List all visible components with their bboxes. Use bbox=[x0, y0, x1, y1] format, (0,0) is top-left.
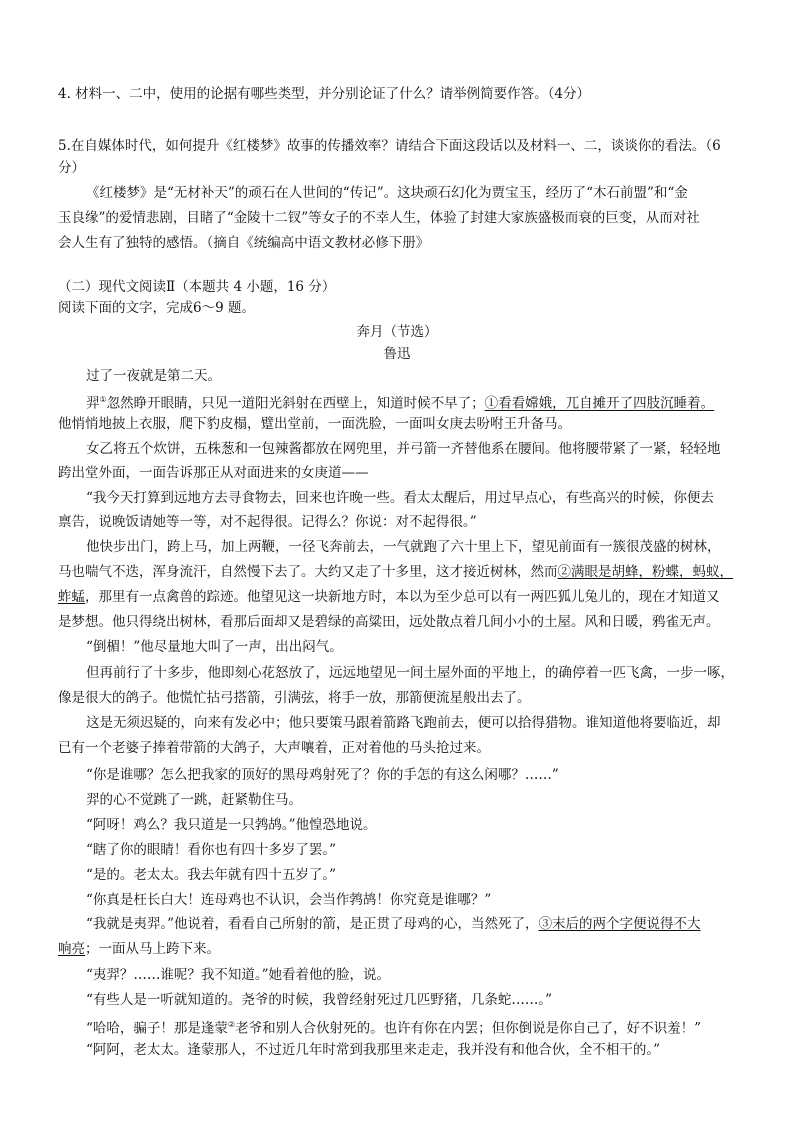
story-paragraph: 但再前行了十多步，他即刻心花怒放了，远远地望见一间土屋外面的平地上，的确停着一匹飞禽，一步一啄， bbox=[86, 665, 734, 681]
story-paragraph-cont: 他悄悄地披上衣服，爬下豹皮榻，躄出堂前，一面洗脸，一面叫女庚去吩咐王升备马。 bbox=[58, 416, 571, 432]
dialogue-line: “阿呀！鸡么？我只道是一只鹁鸪。”他惶恐地说。 bbox=[86, 817, 377, 833]
underlined-sentence-3: ③末后的两个字便说得不大 bbox=[538, 916, 701, 932]
dialogue-line: “瞎了你的眼睛！看你也有四十多岁了罢。” bbox=[86, 842, 337, 858]
section-instruction: 阅读下面的文字，完成6～9 题。 bbox=[58, 300, 255, 316]
dialogue-line: “你是谁哪？怎么把我家的顶好的黑母鸡射死了？你的手怎的有这么闲哪？……” bbox=[86, 767, 559, 783]
story-paragraph: 他快步出门，跨上马，加上两鞭，一径飞奔前去，一气就跑了六十里上下，望见前面有一簇很茂盛的树林， bbox=[86, 539, 721, 555]
question-5-quote-line3: 会人生有了独特的感悟。（摘自《统编高中语文教材必修下册》 bbox=[58, 235, 430, 251]
dialogue-line: “哈哈，骗子！那是逢蒙②老爷和别人合伙射死的。也许有你在内罢；但你倒说是你自己了，好不识羞！” bbox=[86, 1020, 701, 1037]
dialogue-line: “阿阿，老太太。逢蒙那人，不过近几年时常到我那里来走走，我并没有和他合伙，全不相干的。” bbox=[86, 1042, 661, 1058]
story-paragraph: 羿的心不觉跳了一跳，赶紧勒住马。 bbox=[86, 792, 302, 808]
story-paragraph-cont: 跨出堂外面，一面告诉那正从对面进来的女庚道—— bbox=[58, 465, 369, 481]
story-title: 奔月（节选） bbox=[356, 324, 438, 340]
question-5-line1: 5.在自媒体时代，如何提升《红楼梦》故事的传播效率？请结合下面这段话以及材料一、二，谈谈你的看法。（6 bbox=[58, 138, 721, 154]
story-paragraph: 羿①忽然睁开眼睛，只见一道阳光斜射在西壁上，知道时候不早了；①看看嫦娥，兀自摊开了四肢沉睡着。 bbox=[86, 395, 715, 412]
story-paragraph-cont: 马也喘气不迭，浑身流汗，自然慢下去了。大约又走了十多里，这才接近树林，然而②满眼是胡蜂，粉蝶，蚂蚁， bbox=[58, 564, 733, 580]
story-paragraph-cont: 蚱蜢，那里有一点禽兽的踪迹。他望见这一块新地方时，本以为至少总可以有一两匹狐儿兔儿的，现在才知道又 bbox=[58, 589, 720, 605]
story-paragraph-cont: 像是很大的鸽子。他慌忙拈弓搭箭，引满弦，将手一放，那箭便流星般出去了。 bbox=[58, 690, 531, 706]
story-paragraph: 这是无须迟疑的，向来有发必中；他只要策马跟着箭路飞跑前去，便可以拾得猎物。谁知道他将要临近，却 bbox=[86, 715, 721, 731]
dialogue-line: “我就是夷羿。”他说着，看看自己所射的箭，是正贯了母鸡的心，当然死了，③末后的两个字便说得不大 bbox=[86, 916, 701, 932]
story-author: 鲁迅 bbox=[383, 346, 411, 362]
underlined-sentence-3-end: 响亮 bbox=[58, 941, 85, 957]
underlined-sentence-2-end: 蚱蜢 bbox=[58, 589, 85, 605]
dialogue-line: “你真是枉长白大！连母鸡也不认识，会当作鹁鸪！你究竟是谁哪？” bbox=[86, 892, 492, 908]
underlined-sentence-1: ①看看嫦娥，兀自摊开了四肢沉睡着。 bbox=[484, 395, 715, 412]
story-paragraph: “我今天打算到远地方去寻食物去，回来也许晚一些。看太太醒后，用过早点心，有些高兴的时候，你便去 bbox=[86, 490, 714, 506]
question-5-quote-line2: 玉良缘”的爱情悲剧，目睹了“金陵十二钗”等女子的不幸人生，体验了封建大家族盛极而衰的巨变，从而对社 bbox=[58, 210, 700, 226]
footnote-marker: ② bbox=[227, 1020, 236, 1029]
story-paragraph-cont: 禀告，说晚饭请她等一等，对不起得很。记得么？你说：对不起得很。” bbox=[58, 514, 477, 530]
question-5-quote-line1: 《红楼梦》是“无材补天”的顽石在人世间的“传记”。这块顽石幻化为贾宝玉，经历了“木石前盟”和“金 bbox=[86, 185, 688, 201]
story-paragraph-cont: 已有一个老婆子捧着带箭的大鸽子，大声嚷着，正对着他的马头抢过来。 bbox=[58, 740, 490, 756]
dialogue-line: “是的。老太太。我去年就有四十五岁了。” bbox=[86, 867, 337, 883]
dialogue-line-cont: 响亮；一面从马上跨下来。 bbox=[58, 941, 220, 957]
section-header: （二）现代文阅读Ⅱ（本题共 4 小题，16 分） bbox=[58, 279, 336, 295]
story-paragraph: 过了一夜就是第二天。 bbox=[86, 368, 221, 384]
dialogue-line: “夷羿？……谁呢？我不知道。”她看着他的脸，说。 bbox=[86, 967, 391, 983]
footnote-marker: ① bbox=[99, 395, 107, 404]
story-paragraph-cont: 是梦想。他只得绕出树林，看那后面却又是碧绿的高粱田，远处散点着几间小小的土屋。风和日暖，鸦雀无声。 bbox=[58, 614, 720, 630]
story-paragraph: “倒楣！”他尽量地大叫了一声，出出闷气。 bbox=[86, 639, 343, 655]
story-paragraph: 女乙将五个炊饼，五株葱和一包辣酱都放在网兜里，并弓箭一齐替他系在腰间。他将腰带紧了一紧，轻轻地 bbox=[86, 441, 721, 457]
question-4: 4. 材料一、二中，使用的论据有哪些类型，并分别论证了什么？请举例简要作答。（4分） bbox=[58, 86, 591, 102]
dialogue-line: “有些人是一听就知道的。尧爷的时候，我曾经射死过几匹野猪，几条蛇……。” bbox=[86, 992, 553, 1008]
question-5-line2: 分） bbox=[58, 160, 85, 176]
underlined-sentence-2: ②满眼是胡蜂，粉蝶，蚂蚁， bbox=[557, 564, 733, 580]
